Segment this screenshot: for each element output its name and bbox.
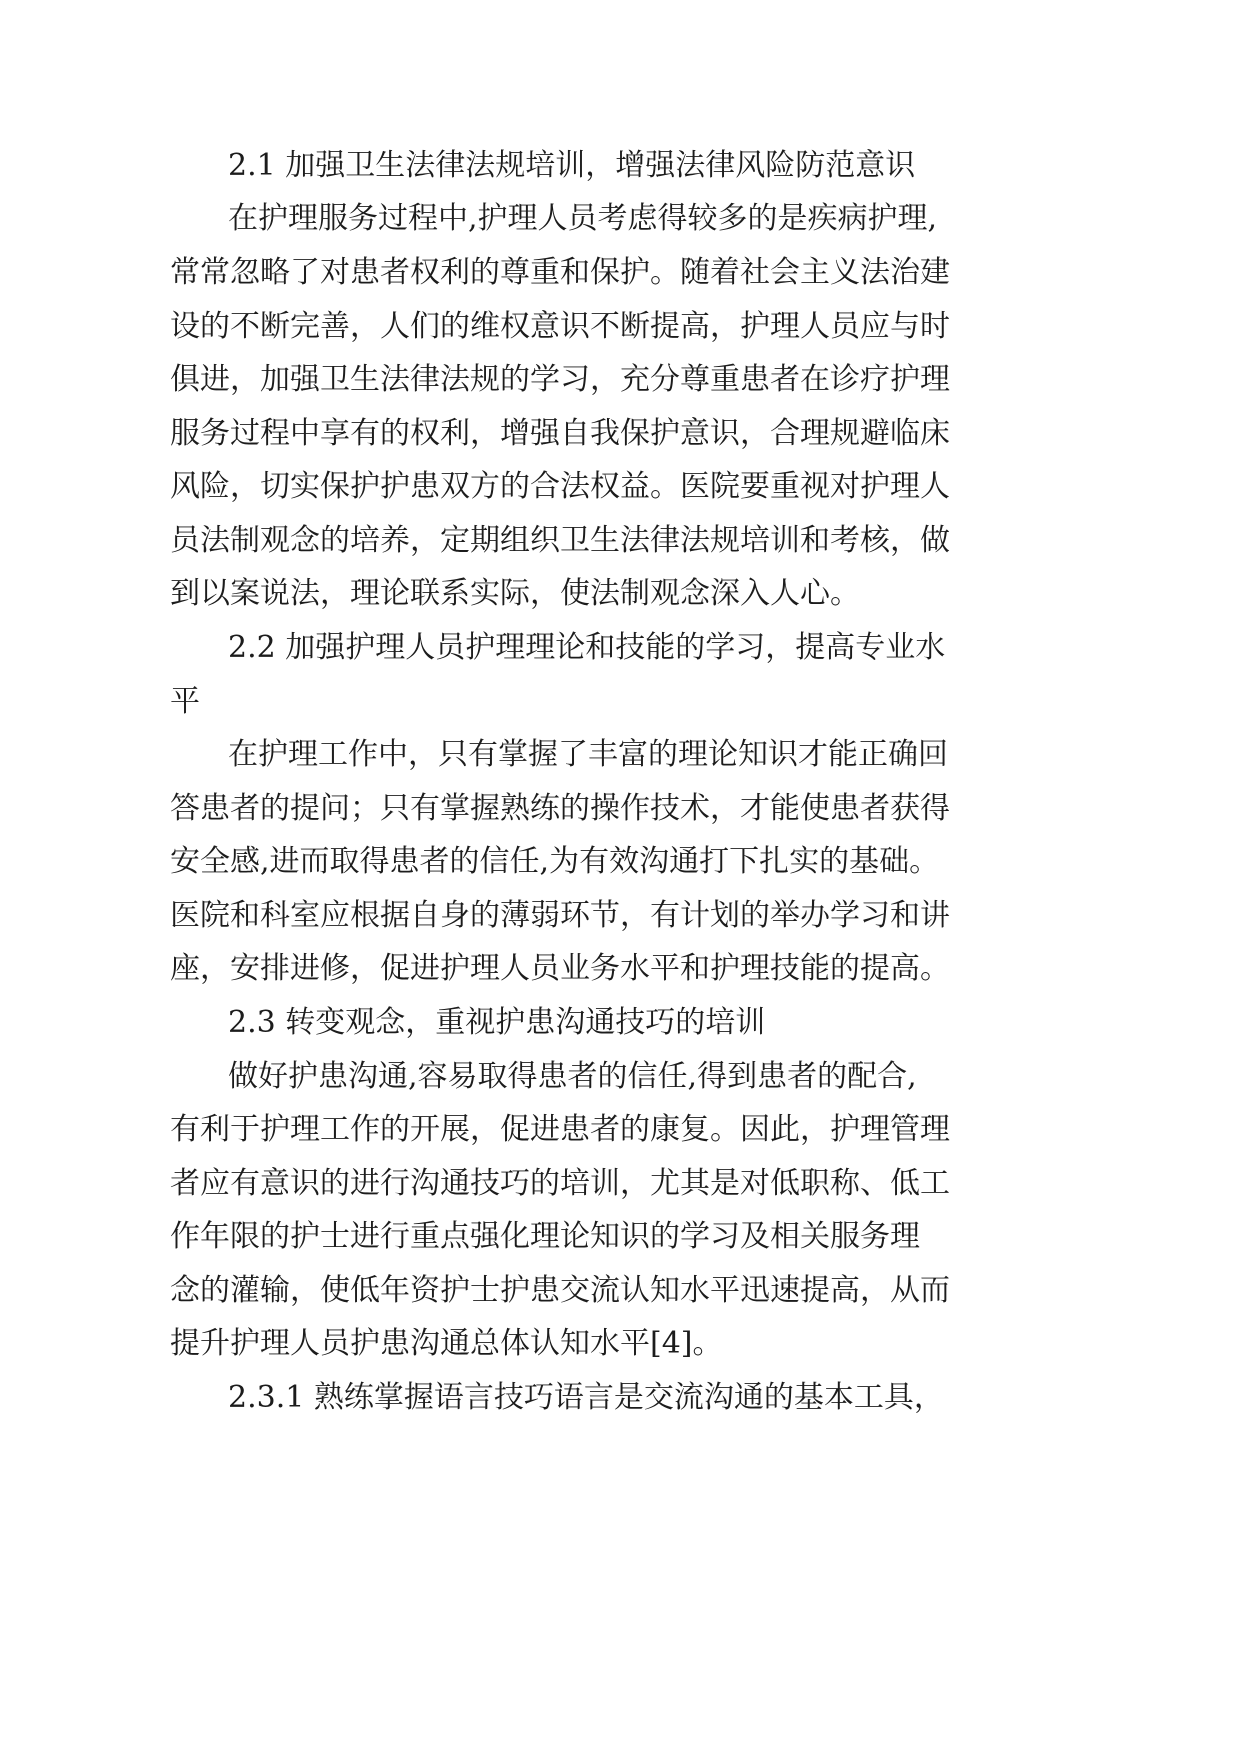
line-text: 风险，切实保护护患双方的合法权益。医院要重视对护理人 — [170, 469, 950, 504]
paragraph-line — [0, 199, 1241, 239]
paragraph-line — [0, 949, 1241, 989]
line-text: 医院和科室应根据自身的薄弱环节，有计划的举办学习和讲 — [170, 898, 950, 933]
line-text: 设的不断完善，人们的维权意识不断提高，护理人员应与时 — [170, 309, 950, 344]
line-text: 者应有意识的进行沟通技巧的培训，尤其是对低职称、低工 — [170, 1166, 950, 1201]
line-text: 座，安排进修，促进护理人员业务水平和护理技能的提高。 — [170, 951, 950, 986]
line-text: 安全感,进而取得患者的信任,为有效沟通打下扎实的基础。 — [170, 844, 940, 879]
paragraph-line — [0, 789, 1241, 829]
paragraph-line — [0, 1217, 1241, 1257]
paragraph-line — [0, 467, 1241, 507]
line-text: 有利于护理工作的开展，促进患者的康复。因此，护理管理 — [170, 1112, 950, 1147]
line-text: 答患者的提问；只有掌握熟练的操作技术，才能使患者获得 — [170, 791, 950, 826]
line-text: 2.3.1 熟练掌握语言技巧语言是交流沟通的基本工具， — [228, 1380, 944, 1415]
paragraph-line — [0, 842, 1241, 882]
line-text: 到以案说法，理论联系实际，使法制观念深入人心。 — [170, 576, 860, 611]
heading-2-3-1 — [0, 1378, 1241, 1418]
paragraph-line — [0, 1057, 1241, 1097]
line-text: 2.3 转变观念，重视护患沟通技巧的培训 — [228, 1005, 766, 1040]
paragraph-line — [0, 735, 1241, 775]
paragraph-line — [0, 253, 1241, 293]
paragraph-line — [0, 1164, 1241, 1204]
paragraph-line — [0, 414, 1241, 454]
paragraph-line — [0, 521, 1241, 561]
line-text: 在护理工作中，只有掌握了丰富的理论知识才能正确回 — [228, 737, 948, 772]
line-text: 俱进，加强卫生法律法规的学习，充分尊重患者在诊疗护理 — [170, 362, 950, 397]
paragraph-line — [0, 1110, 1241, 1150]
line-text: 常常忽略了对患者权利的尊重和保护。随着社会主义法治建 — [170, 255, 950, 290]
line-text: 念的灌输，使低年资护士护患交流认知水平迅速提高，从而 — [170, 1273, 950, 1308]
heading-2-2-cont — [0, 682, 1241, 722]
line-text: 2.1 加强卫生法律法规培训，增强法律风险防范意识 — [228, 148, 916, 183]
line-text: 作年限的护士进行重点强化理论知识的学习及相关服务理 — [170, 1219, 920, 1254]
heading-2-2 — [0, 628, 1241, 668]
heading-2-3 — [0, 1003, 1241, 1043]
paragraph-line — [0, 1324, 1241, 1364]
paragraph-line — [0, 1271, 1241, 1311]
line-text: 员法制观念的培养，定期组织卫生法律法规培训和考核，做 — [170, 523, 950, 558]
line-text: 2.2 加强护理人员护理理论和技能的学习，提高专业水 — [228, 630, 946, 665]
line-text: 平 — [170, 684, 200, 719]
line-text: 提升护理人员护患沟通总体认知水平[4]。 — [170, 1326, 723, 1361]
line-text: 在护理服务过程中,护理人员考虑得较多的是疾病护理, — [228, 201, 938, 236]
paragraph-line — [0, 360, 1241, 400]
line-text: 服务过程中享有的权利，增强自我保护意识，合理规避临床 — [170, 416, 950, 451]
paragraph-line — [0, 896, 1241, 936]
line-text: 做好护患沟通,容易取得患者的信任,得到患者的配合, — [228, 1059, 917, 1094]
paragraph-line — [0, 574, 1241, 614]
heading-2-1 — [0, 146, 1241, 186]
paragraph-line — [0, 307, 1241, 347]
